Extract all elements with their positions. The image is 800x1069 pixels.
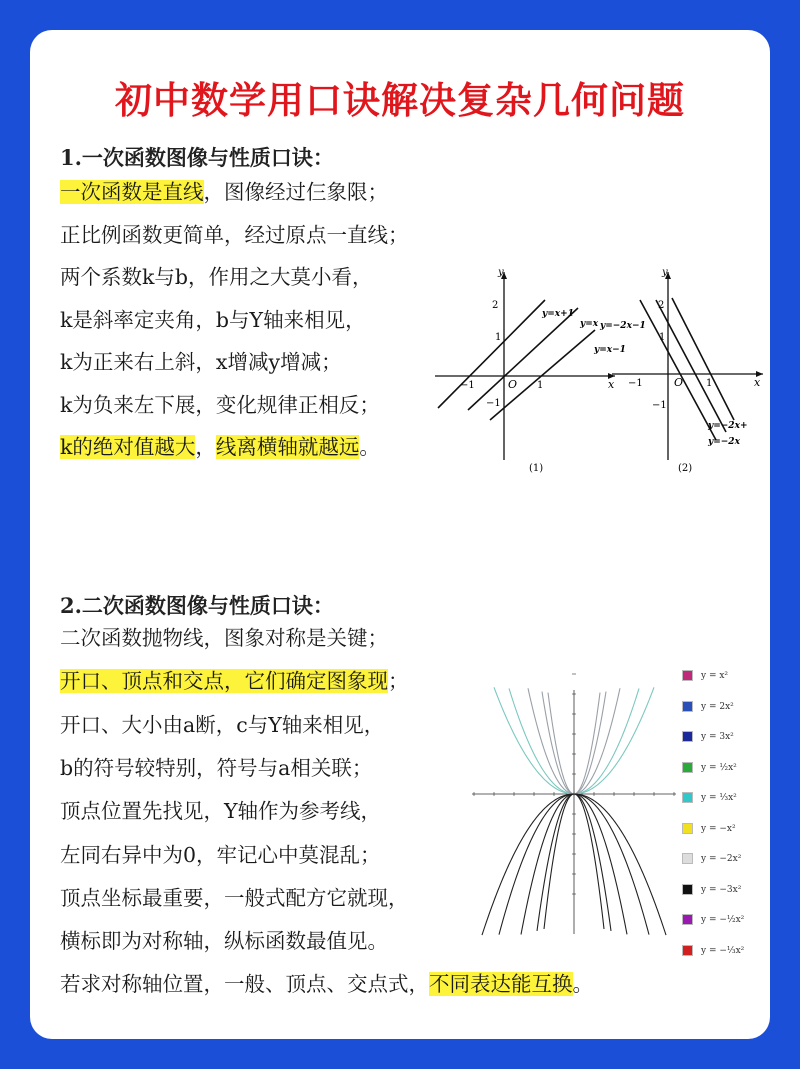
line-text: 顶点坐标最重要，一般式配方它就现， xyxy=(60,885,409,910)
line-text: k为正来右上斜，x增减y增减； xyxy=(60,350,342,374)
tick-neg1-x: −1 xyxy=(460,380,475,391)
legend-swatch xyxy=(682,792,693,803)
line-text: 若求对称轴位置，一般、顶点、交点式， xyxy=(60,972,429,997)
line-text: k是斜率定夹角，b与Y轴来相见， xyxy=(60,307,366,332)
legend-swatch xyxy=(682,670,693,681)
x-axis-label: x xyxy=(754,376,761,389)
section2-line xyxy=(60,624,388,652)
line-text: 两个系数k与b，作用之大莫小看， xyxy=(60,265,373,289)
line-text: k为负来左下展，变化规律正相反； xyxy=(60,392,380,417)
section1-heading: 1.一次函数图像与性质口诀： xyxy=(60,145,334,170)
legend-label: y = x² xyxy=(701,671,729,681)
tick-2: 2 xyxy=(492,300,499,311)
legend-swatch xyxy=(682,823,693,834)
section1-line xyxy=(60,391,380,419)
legend-item xyxy=(682,670,728,686)
line-text: ，图像经过仨象限； xyxy=(203,180,388,204)
legend-swatch xyxy=(682,884,693,895)
section2-line xyxy=(60,841,381,869)
label-y-x: y=x xyxy=(580,319,599,329)
legend-item xyxy=(682,884,741,900)
line-text: 横标即为对称轴，纵标函数最值见。 xyxy=(60,929,388,954)
section2-line xyxy=(60,711,384,739)
section2-line xyxy=(60,970,593,998)
legend-item xyxy=(682,853,741,869)
graph2-caption: (2) xyxy=(678,463,693,474)
legend-item xyxy=(682,701,734,717)
legend-item xyxy=(682,914,744,930)
legend-item xyxy=(682,792,737,808)
line-neg2x-minus-1 xyxy=(640,300,716,440)
line-text: 正比例函数更简单，经过原点一直线； xyxy=(60,222,409,247)
legend-item xyxy=(682,945,744,961)
line-text: 二次函数抛物线，图象对称是关键； xyxy=(60,626,388,650)
line-neg2x xyxy=(672,298,734,420)
section1-line xyxy=(60,221,409,249)
label-neg2x: y=−2x xyxy=(708,437,740,447)
tick-neg1-y: −1 xyxy=(652,400,667,411)
line-text: 。 xyxy=(359,435,380,459)
tick-1: 1 xyxy=(659,332,666,343)
line-text: ； xyxy=(388,669,409,694)
line-neg2x-plus xyxy=(656,300,726,432)
section1-line xyxy=(60,348,342,376)
tick-1-x: 1 xyxy=(537,380,544,391)
page-title: 初中数学用口诀解决复杂几何问题 xyxy=(115,79,685,122)
legend-label: y = 3x² xyxy=(701,732,734,742)
highlighted-text: 一次函数是直线 xyxy=(60,180,204,204)
legend-swatch xyxy=(682,853,693,864)
graph1-caption: (1) xyxy=(529,463,544,474)
section2-line xyxy=(60,797,381,825)
tick-neg1-x: −1 xyxy=(628,378,643,389)
legend-label: y = −⅓x² xyxy=(701,945,745,956)
section2-line xyxy=(60,754,372,782)
section1-line xyxy=(60,433,380,461)
line-text: b的符号较特别，符号与a相关联； xyxy=(60,755,373,780)
line-text: 开口、大小由a断，c与Y轴来相见， xyxy=(60,712,385,737)
origin-label: O xyxy=(508,378,518,391)
line-text: 。 xyxy=(572,972,593,997)
legend-label: y = −2x² xyxy=(701,854,742,864)
section2-line xyxy=(60,884,409,912)
legend-label: y = −x² xyxy=(701,823,736,834)
line-text: 顶点位置先找见，Y轴作为参考线， xyxy=(60,799,382,824)
label-y-x-minus-1: y=x−1 xyxy=(594,345,626,355)
tick-2: 2 xyxy=(658,300,665,311)
tick-1-x: 1 xyxy=(706,378,713,389)
legend-label: y = −3x² xyxy=(701,884,742,895)
legend-swatch xyxy=(682,731,693,742)
legend-label: y = −½x² xyxy=(701,915,745,925)
legend-swatch xyxy=(682,701,693,712)
label-y-x-plus-1: y=x+1 xyxy=(542,309,574,319)
section2-heading: 2.二次函数图像与性质口诀： xyxy=(60,593,334,618)
parabola-graph xyxy=(468,686,678,936)
legend-label: y = 2x² xyxy=(701,701,734,712)
origin-label: O xyxy=(674,376,684,389)
line-text: ， xyxy=(195,435,216,459)
y-axis-label: y xyxy=(662,267,668,278)
legend-label: y = ½x² xyxy=(701,762,737,773)
y-axis-label: y xyxy=(498,267,504,278)
legend-item xyxy=(682,731,734,747)
highlighted-text: k的绝对值越大 xyxy=(60,435,196,459)
line-text: 左同右异中为0，牢记心中莫混乱； xyxy=(60,842,381,867)
x-axis-label: x xyxy=(608,378,615,391)
legend-item xyxy=(682,823,736,839)
section1-line xyxy=(60,263,373,291)
section1-line xyxy=(60,306,366,334)
legend-swatch xyxy=(682,914,693,925)
content-card xyxy=(30,30,770,1039)
linear-graph-2 xyxy=(598,260,773,480)
legend-swatch xyxy=(682,762,693,773)
section1-line xyxy=(60,178,388,206)
section2-line xyxy=(60,927,388,955)
legend-swatch xyxy=(682,945,693,956)
label-neg2x-plus: y=−2x+ xyxy=(708,421,748,431)
highlighted-text: 不同表达能互换 xyxy=(429,972,573,997)
label-neg2x-minus-1: y=−2x−1 xyxy=(600,321,646,331)
section2-line xyxy=(60,667,409,695)
highlighted-text: 开口、顶点和交点，它们确定图象现 xyxy=(60,669,388,694)
tick-1: 1 xyxy=(495,332,502,343)
tick-neg1-y: −1 xyxy=(486,398,501,409)
legend-label: y = ⅓x² xyxy=(701,793,737,803)
highlighted-text: 线离横轴就越远 xyxy=(215,435,360,459)
legend-item xyxy=(682,762,737,778)
